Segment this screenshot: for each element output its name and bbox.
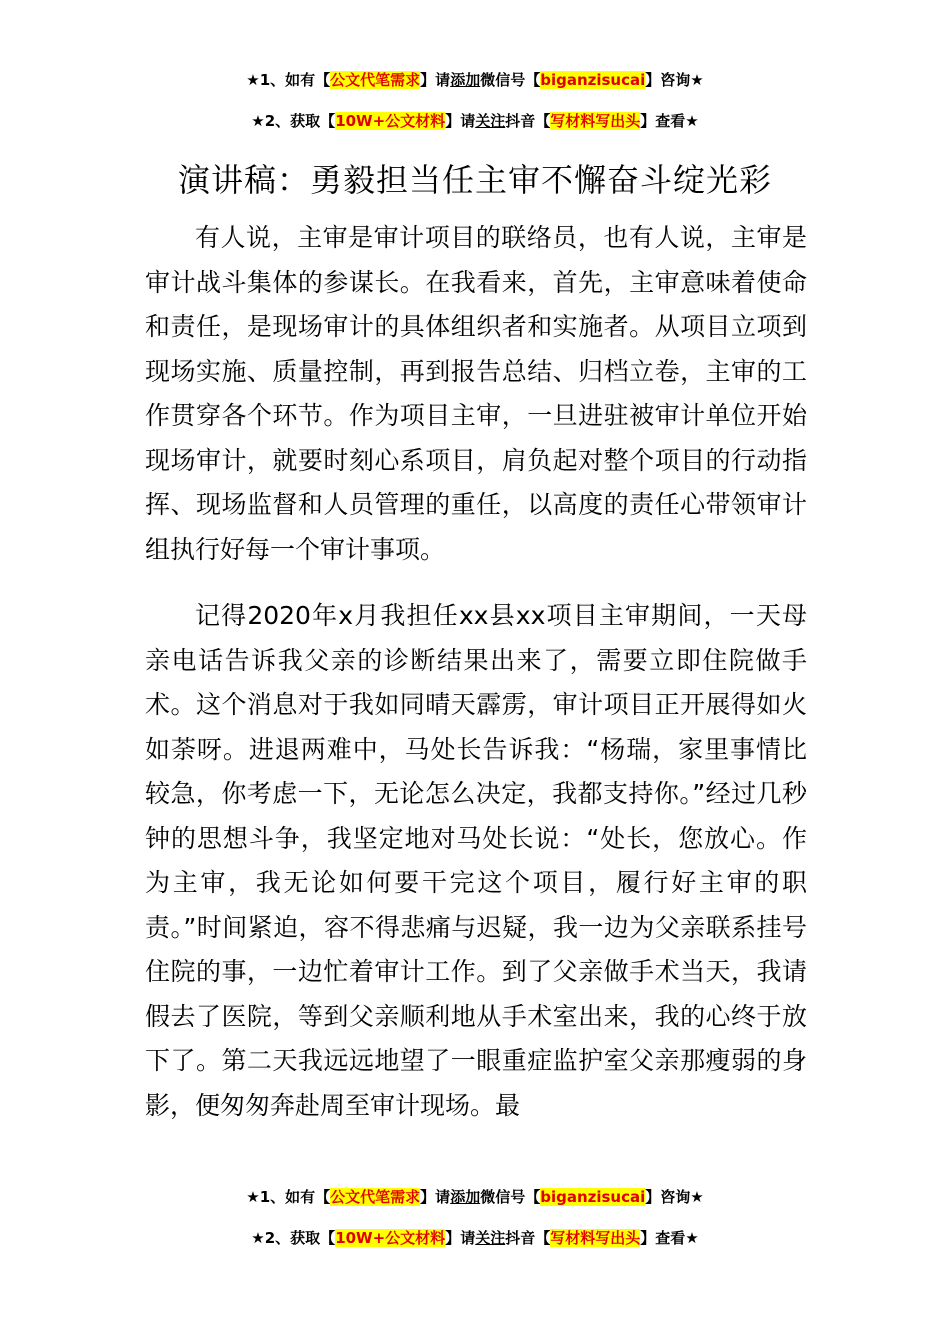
footer-promo-line-1 (0, 1187, 950, 1207)
promo-text-prefix: ★2、获取【 (251, 1229, 336, 1247)
promo-text-suffix: 】查看★ (640, 112, 699, 130)
promo-text: 】请 (445, 112, 476, 130)
document-title: 演讲稿：勇毅担当任主审不懈奋斗绽光彩 (177, 161, 772, 199)
promo-underlined-action: 添加 (450, 1188, 481, 1206)
promo-text-suffix: 】咨询★ (645, 1188, 704, 1206)
promo-text-prefix: ★2、获取【 (251, 112, 336, 130)
header-promo-line-2 (0, 111, 950, 131)
promo-text-suffix: 】咨询★ (645, 71, 704, 89)
promo-text-prefix: ★1、如有【 (246, 1188, 331, 1206)
promo-text-prefix: ★1、如有【 (246, 71, 331, 89)
promo-underlined-action: 关注 (475, 112, 506, 130)
promo-text: 抖音【 (505, 1229, 551, 1247)
promo-highlight-wechat-id: biganzisucai (540, 71, 646, 89)
body-paragraph-2: 记得2020年x月我担任xx县xx项目主审期间，一天母亲电话告诉我父亲的诊断结果出来了，需要立即住院做手术。这个消息对于我如同晴天霹雳，审计项目正开展得如火如荼呀。进退两难中，马处长告诉我：“杨瑞，家里事情比较急，你考虑一下，无论怎么决定，我都支持你。”经过几秒钟的思想斗争，我坚定地对马处长说：“处长，您放心。作为主审，我无论如何要干完这个项目，履行好主审的职责。”时间紧迫，容不得悲痛与迟疑，我一边为父亲联系挂号住院的事，一边忙着审计工作。到了父亲做手术当天，我请假去了医院，等到父亲顺利地从手术室出来，我的心终于放下了。第二天我远远地望了一眼重症监护室父亲那瘦弱的身影，便匆匆奔赴周至审计现场。最 (145, 601, 807, 1120)
promo-text: 】请 (420, 1188, 451, 1206)
promo-text: 微信号【 (480, 1188, 541, 1206)
promo-text: 】请 (420, 71, 451, 89)
promo-highlight-service: 公文代笔需求 (330, 71, 421, 89)
promo-underlined-action: 添加 (450, 71, 481, 89)
promo-highlight-service: 公文代笔需求 (330, 1188, 421, 1206)
footer-promo-line-2 (0, 1228, 950, 1248)
promo-underlined-action: 关注 (475, 1229, 506, 1247)
promo-text: 抖音【 (505, 112, 551, 130)
promo-highlight-materials: 10W+公文材料 (335, 1229, 446, 1247)
promo-highlight-materials: 10W+公文材料 (335, 112, 446, 130)
promo-text-suffix: 】查看★ (640, 1229, 699, 1247)
promo-text: 微信号【 (480, 71, 541, 89)
body-paragraph-1: 有人说，主审是审计项目的联络员，也有人说，主审是审计战斗集体的参谋长。在我看来，首先，主审意味着使命和责任，是现场审计的具体组织者和实施者。从项目立项到现场实施、质量控制，再到报告总结、归档立卷，主审的工作贯穿各个环节。作为项目主审，一旦进驻被审计单位开始现场审计，就要时刻心系项目，肩负起对整个项目的行动指挥、现场监督和人员管理的重任，以高度的责任心带领审计组执行好每一个审计事项。 (145, 223, 807, 564)
promo-highlight-wechat-id: biganzisucai (540, 1188, 646, 1206)
document-body (145, 216, 807, 1128)
promo-text: 】请 (445, 1229, 476, 1247)
promo-highlight-douyin-account: 写材料写出头 (550, 112, 641, 130)
promo-highlight-douyin-account: 写材料写出头 (550, 1229, 641, 1247)
header-promo-line-1 (0, 70, 950, 90)
